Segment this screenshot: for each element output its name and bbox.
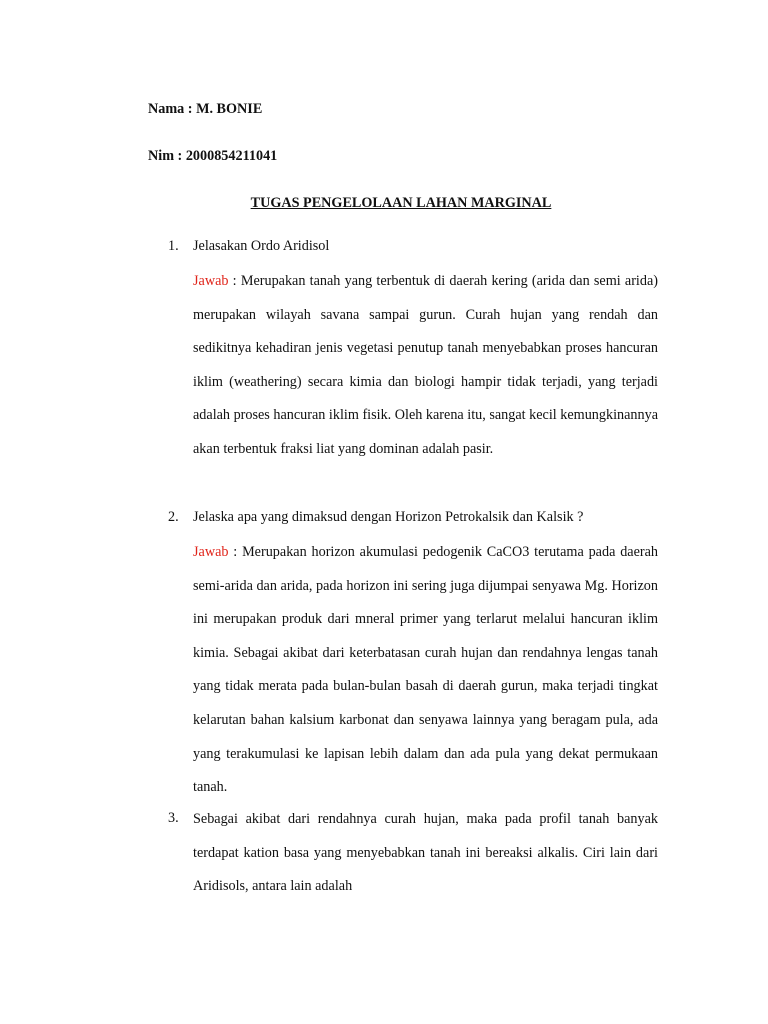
student-id: Nim : 2000854211041 [148,148,278,164]
question-3-number: 3. [168,810,179,826]
answer-2 [193,536,658,805]
answer-2-label: Jawab [193,544,229,560]
answer-1-label: Jawab [193,273,229,289]
answer-2-text: : Merupakan horizon akumulasi pedogenik CaCO3 terutama pada daerah semi-arida dan arida, pada horizon ini sering juga dijumpai senyawa Mg. Horizon ini merupakan produk dari mneral primer yang terlarut melalui hancuran iklim kimia. Sebagai akibat dari keterbatasan curah hujan dan rendahnya lengas tanah yang tidak merata pada bulan-bulan basah di daerah gurun, maka terjadi tingkat kelarutan bahan kalsium karbonat dan senyawa lainnya yang beragam pula, ada yang terakumulasi ke lapisan lebih dalam dan ada pula yang dekat permukaan tanah. [193,544,658,796]
question-2-number: 2. [168,509,179,525]
question-1-text: Jelasakan Ordo Aridisol [193,238,330,254]
student-name: Nama : M. BONIE [148,101,263,117]
question-2-text: Jelaska apa yang dimaksud dengan Horizon Petrokalsik dan Kalsik ? [193,509,584,525]
document-title: TUGAS PENGELOLAAN LAHAN MARGINAL [250,195,552,211]
question-3-text: Sebagai akibat dari rendahnya curah hujan, maka pada profil tanah banyak terdapat kation basa yang menyebabkan tanah ini bereaksi alkalis. Ciri lain dari Aridisols, antara lain adalah [193,811,658,895]
answer-1 [193,265,658,467]
question-1-number: 1. [168,238,179,254]
answer-1-text: : Merupakan tanah yang terbentuk di daerah kering (arida dan semi arida) merupakan wilayah savana sampai gurun. Curah hujan yang rendah dan sedikitnya kehadiran jenis vegetasi penutup tanah menyebabkan proses hancuran iklim (weathering) secara kimia dan biologi hampir tidak terjadi, yang terjadi adalah proses hancuran iklim fisik. Oleh karena itu, sangat kecil kemungkinannya akan terbentuk fraksi liat yang dominan adalah pasir. [193,273,658,457]
